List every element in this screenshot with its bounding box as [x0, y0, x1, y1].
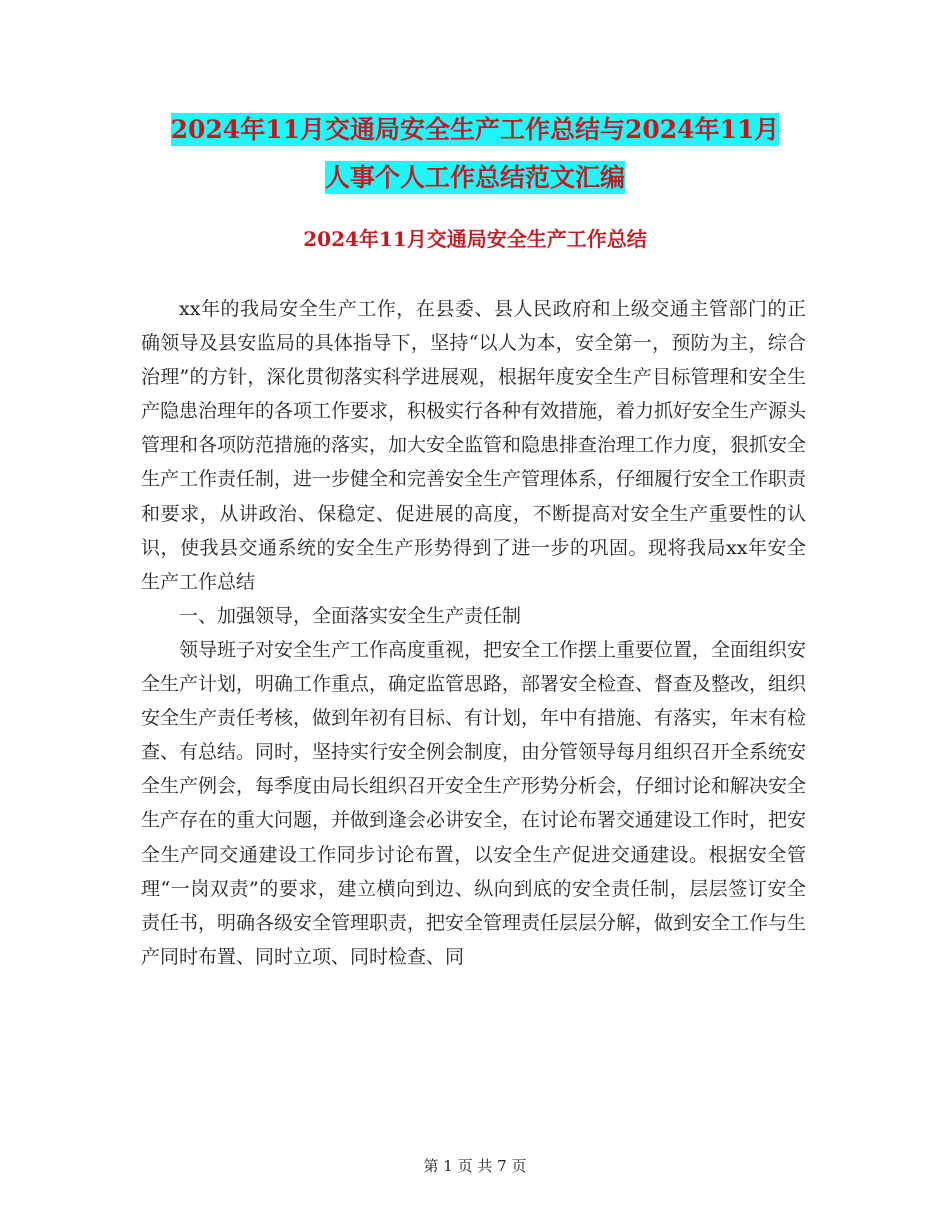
document-title-line2: 人事个人工作总结范文汇编 — [324, 163, 625, 192]
paragraph-intro: xx年的我局安全生产工作，在县委、县人民政府和上级交通主管部门的正确领导及县安监局的具体指导下，坚持“以人为本，安全第一，预防为主，综合治理”的方针，深化贯彻落实科学进展观，根据年度安全生产目标管理和安全生产隐患治理年的各项工作要求，积极实行各种有效措施，着力抓好安全生产源头管理和各项防范措施的落实，加大安全监管和隐患排查治理工作力度，狠抓安全生产工作责任制，进一步健全和完善安全生产管理体系，仔细履行安全工作职责和要求，从讲政治、保稳定、促进展的高度，不断提高对安全生产重要性的认识，使我县交通系统的安全生产形势得到了进一步的巩固。现将我局xx年安全生产工作总结 — [141, 298, 807, 593]
document-title — [0, 106, 950, 202]
paragraph-leadership: 领导班子对安全生产工作高度重视，把安全工作摆上重要位置，全面组织安全生产计划，明确工作重点，确定监管思路，部署安全检查、督查及整改，组织安全生产责任考核，做到年初有目标、有计划，年中有措施、有落实，年末有检查、有总结。同时，坚持实行安全例会制度，由分管领导每月组织召开全系统安全生产例会，每季度由局长组织召开安全生产形势分析会，仔细讨论和解决安全生产存在的重大问题，并做到逢会必讲安全，在讨论布署交通建设工作时，把安全生产同交通建设工作同步讨论布置，以安全生产促进交通建设。根据安全管理“一岗双责”的要求，建立横向到边、纵向到底的安全责任制，层层签订安全责任书，明确各级安全管理职责，把安全管理责任层层分解，做到安全工作与生产同时布置、同时立项、同时检查、同 — [141, 638, 807, 968]
document-title-line1: 2024年11月交通局安全生产工作总结与2024年11月 — [170, 115, 780, 144]
heading-section-one: 一、加强领导，全面落实安全生产责任制 — [179, 604, 522, 627]
section-title: 2024年11月交通局安全生产工作总结 — [303, 227, 647, 251]
document-body — [141, 292, 806, 974]
page-footer: 第 1 页 共 7 页 — [423, 1157, 527, 1175]
